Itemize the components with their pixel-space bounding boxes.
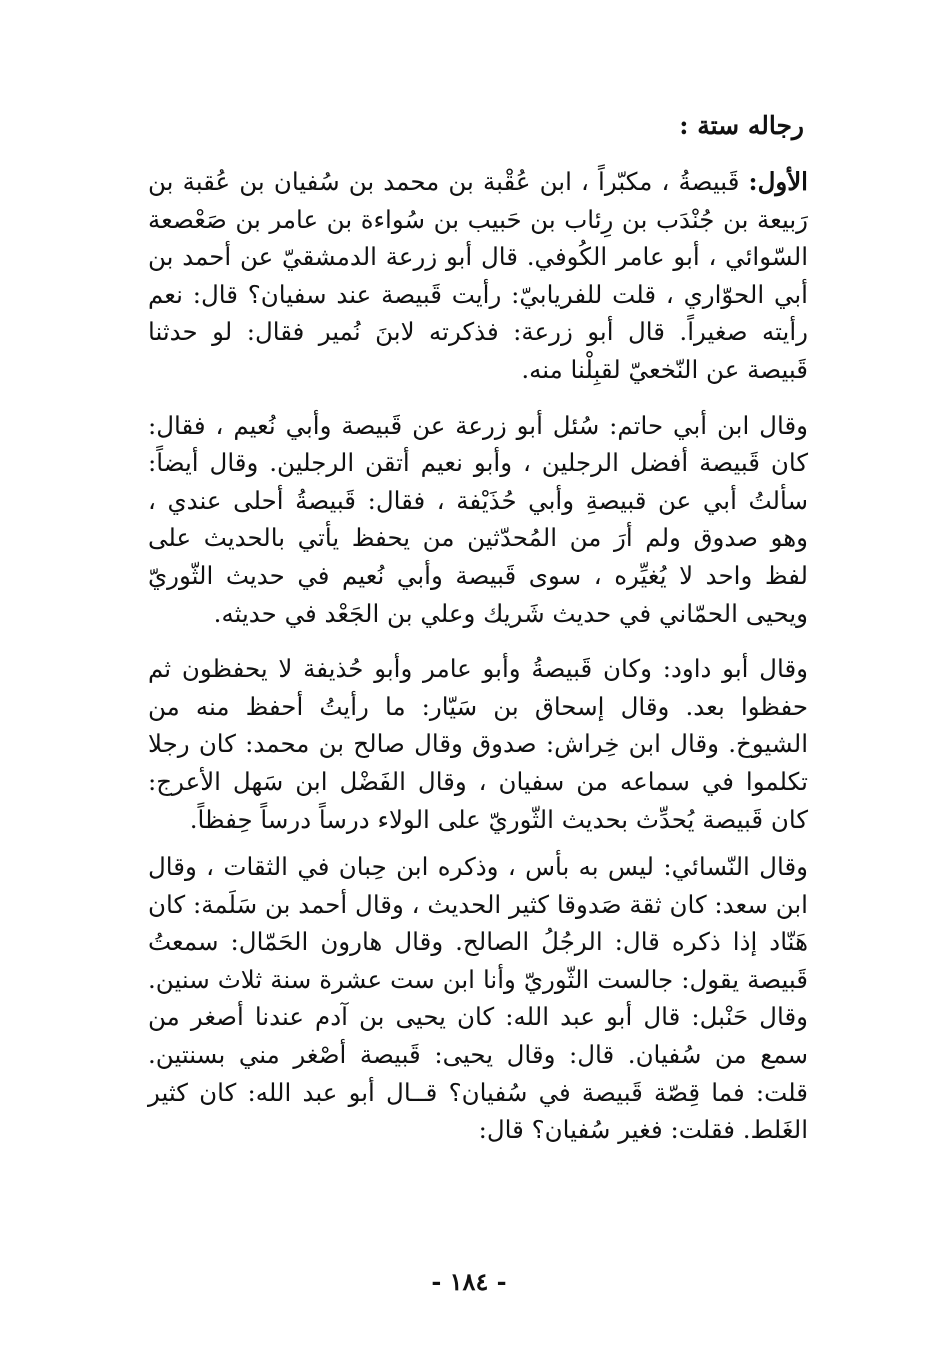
paragraph-text: وقال ابن أبي حاتم: سُئل أبو زرعة عن قَبيصة وأبي نُعيم ، فقال: كان قَبيصة أفضل الرجلين ، وأبو نعيم أتقن الرجلين. وقال أيضاً: سألتُ أبي عن قبيصةِ وأبي حُذَيْفة ، فقال: قَبيصةُ أحلى عندي ، وهو صدوق ولم أرَ من المُحدّثين من يحفظ يأتي بالحديث على لفظ واحد لا يُغيِّره ، سوى قَبيصة وأبي نُعيم في حديث الثّوريّ ويحيى الحمّاني في حديث شَريك وعلي بن الجَعْد في حديثه.	[148, 410, 808, 628]
page-number: - ١٨٤ -	[431, 1267, 507, 1296]
paragraph-2	[148, 407, 808, 633]
paragraph-text: قَبيصةُ ، مكبّراً ، ابن عُقْبة بن محمد بن سُفيان بن عُقبة بن رَبيعة بن جُنْدَب بن رِئاب بن حَبيب بن سُواءة بن عامر بن صَعْصعة السّوائي ، أبو عامر الكُوفي. قال أبو زرعة الدمشقيّ عن أحمد بن أبي الحوّاري ، قلت للفريابيّ: رأيت قَبيصة عند سفيان؟ قال: نعم رأيته صغيراً. قال أبو زرعة: فذكرته لابنَ نُمير فقال: لو حدثنا قَبيصة عن النّخعيّ لقبِلْنا منه.	[148, 167, 808, 384]
section-heading: رجاله ستة :	[679, 111, 804, 140]
paragraph-text: وقال أبو داود: وكان قَبيصةُ وأبو عامر وأبو حُذيفة لا يحفظون ثم حفظوا بعد. وقال إسحاق بن سَيّار: ما رأيتُ أحفظ منه من الشيوخ. وقال ابن خِراش: صدوق وقال صالح بن محمد: كان رجلا تكلموا في سماعه من سفيان ، وقال الفَضْل ابن سَهل الأعرج: كان قَبيصة يُحدِّث بحديث الثّوريّ على الولاء درساً درساً حِفظاً.	[148, 654, 808, 834]
paragraph-lead: الأول:	[748, 167, 808, 196]
paragraph-1	[148, 163, 808, 389]
body-text	[148, 163, 808, 1149]
paragraph-3	[148, 650, 808, 838]
paragraph-4	[148, 848, 808, 1149]
paragraph-text: وقال النّسائي: ليس به بأس ، وذكره ابن حِبان في الثقات ، وقال ابن سعد: كان ثقة صَدوقا كثير الحديث ، وقال أحمد بن سَلَمة: كان هَنّاد إذا ذكره قال: الرجُلُ الصالح. وقال هارون الحَمّال: سمعتُ قَبيصة يقول: جالست الثّوريّ وأنا ابن ست عشرة سنة ثلاث سنين. وقال حَنْبل: قال أبو عبد الله: كان يحيى بن آدم عندنا أصغر من سمع من سُفيان. قال: وقال يحيى: قَبيصة أصْغر مني بسنتين. قلت: فما قِصّة قَبيصة في سُفيان؟ قــال أبو عبد الله: كان كثير الغَلط. فقلت: فغير سُفيان؟ قال:	[148, 852, 808, 1145]
